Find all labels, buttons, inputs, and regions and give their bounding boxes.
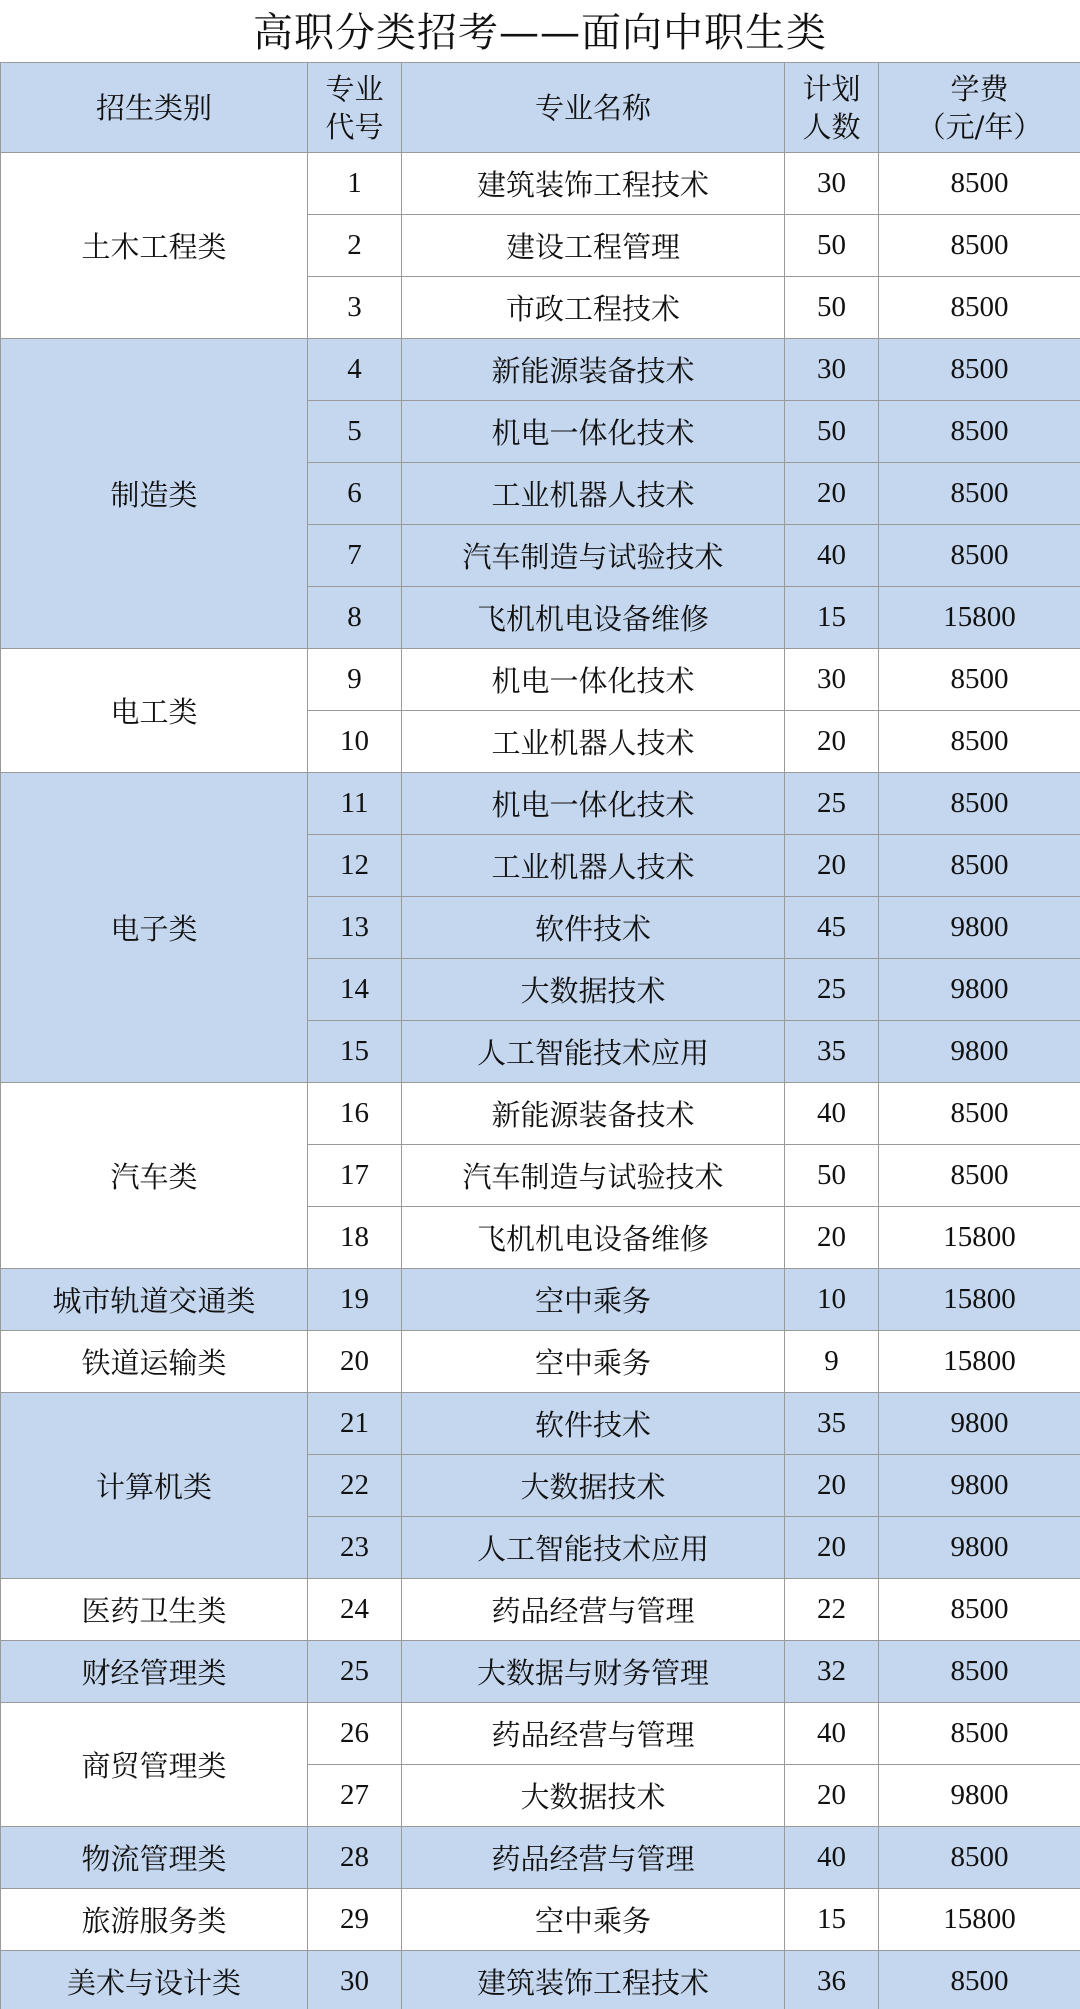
code-cell: 24 (308, 1579, 402, 1641)
plan-cell: 25 (785, 959, 879, 1021)
fee-cell: 8500 (879, 339, 1080, 401)
code-cell: 26 (308, 1703, 402, 1765)
header-code (308, 63, 402, 153)
code-cell: 28 (308, 1827, 402, 1889)
header-category (1, 63, 308, 153)
table-row (1, 153, 1080, 215)
header-code-line2: 代号 (325, 109, 384, 144)
fee-cell: 8500 (879, 1951, 1080, 2009)
major-cell: 飞机机电设备维修 (402, 587, 785, 649)
major-cell: 软件技术 (402, 897, 785, 959)
major-cell: 空中乘务 (402, 1331, 785, 1393)
header-plan-line2: 人数 (802, 109, 861, 144)
header-row (1, 63, 1080, 153)
header-major-label: 专业名称 (534, 90, 651, 125)
category-cell: 汽车类 (1, 1083, 308, 1269)
fee-cell: 8500 (879, 835, 1080, 897)
plan-cell: 45 (785, 897, 879, 959)
code-cell: 11 (308, 773, 402, 835)
table-row (1, 1827, 1080, 1889)
table-body (1, 153, 1080, 2009)
plan-cell: 20 (785, 711, 879, 773)
header-plan-line1: 计划 (802, 71, 861, 106)
major-cell: 药品经营与管理 (402, 1579, 785, 1641)
category-cell: 商贸管理类 (1, 1703, 308, 1827)
major-cell: 汽车制造与试验技术 (402, 1145, 785, 1207)
code-cell: 18 (308, 1207, 402, 1269)
major-cell: 大数据与财务管理 (402, 1641, 785, 1703)
major-cell: 软件技术 (402, 1393, 785, 1455)
plan-cell: 50 (785, 215, 879, 277)
code-cell: 30 (308, 1951, 402, 2009)
fee-cell: 8500 (879, 153, 1080, 215)
category-cell: 电工类 (1, 649, 308, 773)
fee-cell: 15800 (879, 1207, 1080, 1269)
plan-cell: 35 (785, 1021, 879, 1083)
category-cell: 计算机类 (1, 1393, 308, 1579)
fee-cell: 9800 (879, 897, 1080, 959)
fee-cell: 8500 (879, 773, 1080, 835)
code-cell: 13 (308, 897, 402, 959)
table-row (1, 1951, 1080, 2009)
major-cell: 飞机机电设备维修 (402, 1207, 785, 1269)
table-row (1, 1889, 1080, 1951)
fee-cell: 9800 (879, 1393, 1080, 1455)
fee-cell: 8500 (879, 215, 1080, 277)
major-cell: 药品经营与管理 (402, 1703, 785, 1765)
fee-cell: 8500 (879, 463, 1080, 525)
major-cell: 人工智能技术应用 (402, 1517, 785, 1579)
table-row (1, 1641, 1080, 1703)
plan-cell: 50 (785, 401, 879, 463)
plan-cell: 20 (785, 1765, 879, 1827)
table-row (1, 1703, 1080, 1765)
fee-cell: 8500 (879, 277, 1080, 339)
table-row (1, 649, 1080, 711)
table-row (1, 1083, 1080, 1145)
category-cell: 电子类 (1, 773, 308, 1083)
fee-cell: 8500 (879, 525, 1080, 587)
code-cell: 9 (308, 649, 402, 711)
plan-cell: 30 (785, 649, 879, 711)
plan-cell: 35 (785, 1393, 879, 1455)
code-cell: 19 (308, 1269, 402, 1331)
code-cell: 4 (308, 339, 402, 401)
plan-cell: 15 (785, 1889, 879, 1951)
fee-cell: 8500 (879, 1641, 1080, 1703)
code-cell: 16 (308, 1083, 402, 1145)
major-cell: 市政工程技术 (402, 277, 785, 339)
code-cell: 14 (308, 959, 402, 1021)
category-cell: 医药卫生类 (1, 1579, 308, 1641)
code-cell: 12 (308, 835, 402, 897)
code-cell: 29 (308, 1889, 402, 1951)
category-cell: 土木工程类 (1, 153, 308, 339)
table-row (1, 1331, 1080, 1393)
admissions-table (0, 62, 1080, 2009)
plan-cell: 40 (785, 1827, 879, 1889)
header-category-label: 招生类别 (95, 90, 212, 125)
code-cell: 10 (308, 711, 402, 773)
code-cell: 22 (308, 1455, 402, 1517)
category-cell: 制造类 (1, 339, 308, 649)
header-fee-line2: （元/年） (916, 109, 1043, 144)
code-cell: 6 (308, 463, 402, 525)
fee-cell: 9800 (879, 1765, 1080, 1827)
code-cell: 2 (308, 215, 402, 277)
major-cell: 机电一体化技术 (402, 773, 785, 835)
table-row (1, 1393, 1080, 1455)
fee-cell: 8500 (879, 1579, 1080, 1641)
fee-cell: 9800 (879, 1517, 1080, 1579)
plan-cell: 25 (785, 773, 879, 835)
code-cell: 15 (308, 1021, 402, 1083)
table-row (1, 1579, 1080, 1641)
code-cell: 1 (308, 153, 402, 215)
major-cell: 工业机器人技术 (402, 711, 785, 773)
category-cell: 城市轨道交通类 (1, 1269, 308, 1331)
fee-cell: 8500 (879, 1145, 1080, 1207)
header-fee (879, 63, 1080, 153)
major-cell: 空中乘务 (402, 1269, 785, 1331)
plan-cell: 32 (785, 1641, 879, 1703)
plan-cell: 36 (785, 1951, 879, 2009)
fee-cell: 9800 (879, 959, 1080, 1021)
fee-cell: 8500 (879, 1083, 1080, 1145)
table-row (1, 773, 1080, 835)
major-cell: 空中乘务 (402, 1889, 785, 1951)
category-cell: 财经管理类 (1, 1641, 308, 1703)
major-cell: 大数据技术 (402, 959, 785, 1021)
code-cell: 27 (308, 1765, 402, 1827)
code-cell: 25 (308, 1641, 402, 1703)
major-cell: 新能源装备技术 (402, 339, 785, 401)
fee-cell: 8500 (879, 1827, 1080, 1889)
major-cell: 机电一体化技术 (402, 649, 785, 711)
plan-cell: 20 (785, 835, 879, 897)
major-cell: 建筑装饰工程技术 (402, 153, 785, 215)
plan-cell: 40 (785, 1703, 879, 1765)
table-header (1, 63, 1080, 153)
plan-cell: 10 (785, 1269, 879, 1331)
plan-cell: 20 (785, 1517, 879, 1579)
fee-cell: 15800 (879, 587, 1080, 649)
code-cell: 7 (308, 525, 402, 587)
plan-cell: 22 (785, 1579, 879, 1641)
fee-cell: 9800 (879, 1021, 1080, 1083)
category-cell: 美术与设计类 (1, 1951, 308, 2009)
fee-cell: 15800 (879, 1331, 1080, 1393)
major-cell: 药品经营与管理 (402, 1827, 785, 1889)
code-cell: 5 (308, 401, 402, 463)
major-cell: 新能源装备技术 (402, 1083, 785, 1145)
plan-cell: 30 (785, 153, 879, 215)
plan-cell: 20 (785, 1455, 879, 1517)
plan-cell: 15 (785, 587, 879, 649)
header-code-line1: 专业 (325, 71, 384, 106)
header-plan (785, 63, 879, 153)
page-title: 高职分类招考——面向中职生类 (253, 10, 827, 56)
major-cell: 工业机器人技术 (402, 463, 785, 525)
code-cell: 20 (308, 1331, 402, 1393)
category-cell: 铁道运输类 (1, 1331, 308, 1393)
category-cell: 物流管理类 (1, 1827, 308, 1889)
major-cell: 机电一体化技术 (402, 401, 785, 463)
fee-cell: 8500 (879, 649, 1080, 711)
plan-cell: 50 (785, 277, 879, 339)
major-cell: 大数据技术 (402, 1455, 785, 1517)
code-cell: 3 (308, 277, 402, 339)
category-cell: 旅游服务类 (1, 1889, 308, 1951)
major-cell: 工业机器人技术 (402, 835, 785, 897)
fee-cell: 9800 (879, 1455, 1080, 1517)
major-cell: 汽车制造与试验技术 (402, 525, 785, 587)
code-cell: 23 (308, 1517, 402, 1579)
code-cell: 17 (308, 1145, 402, 1207)
plan-cell: 20 (785, 1207, 879, 1269)
code-cell: 8 (308, 587, 402, 649)
fee-cell: 8500 (879, 401, 1080, 463)
major-cell: 人工智能技术应用 (402, 1021, 785, 1083)
plan-cell: 30 (785, 339, 879, 401)
major-cell: 大数据技术 (402, 1765, 785, 1827)
header-major (402, 63, 785, 153)
fee-cell: 8500 (879, 711, 1080, 773)
plan-cell: 9 (785, 1331, 879, 1393)
plan-cell: 40 (785, 1083, 879, 1145)
code-cell: 21 (308, 1393, 402, 1455)
table-row (1, 339, 1080, 401)
plan-cell: 50 (785, 1145, 879, 1207)
plan-cell: 40 (785, 525, 879, 587)
major-cell: 建筑装饰工程技术 (402, 1951, 785, 2009)
fee-cell: 8500 (879, 1703, 1080, 1765)
plan-cell: 20 (785, 463, 879, 525)
fee-cell: 15800 (879, 1889, 1080, 1951)
major-cell: 建设工程管理 (402, 215, 785, 277)
header-fee-line1: 学费 (950, 71, 1009, 106)
table-row (1, 1269, 1080, 1331)
fee-cell: 15800 (879, 1269, 1080, 1331)
